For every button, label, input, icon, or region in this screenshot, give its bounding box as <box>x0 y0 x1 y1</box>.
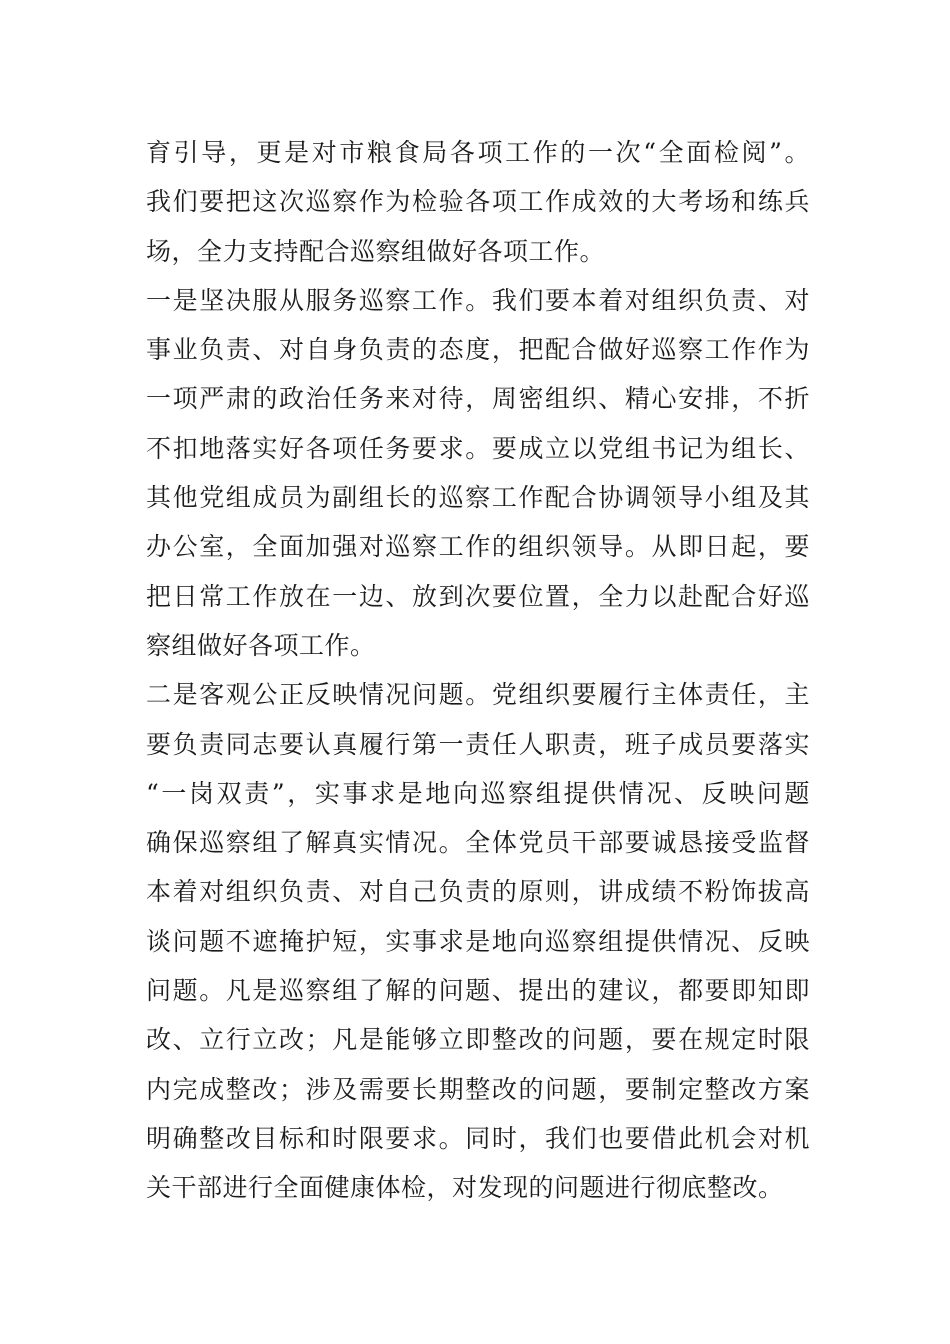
text-line: 确保巡察组了解真实情况。全体党员干部要诚恳接受监督 <box>146 828 810 858</box>
text-line: 事业负责、对自身负责的态度，把配合做好巡察工作作为 <box>146 335 810 365</box>
document-body <box>146 128 810 1213</box>
text-line: 不扣地落实好各项任务要求。要成立以党组书记为组长、 <box>146 433 810 463</box>
text-line: 场，全力支持配合巡察组做好各项工作。 <box>146 236 606 266</box>
text-line: “一岗双责”，实事求是地向巡察组提供情况、反映问题 <box>146 778 810 808</box>
text-line: 改、立行立改；凡是能够立即整改的问题，要在规定时限 <box>146 1025 810 1055</box>
text-line: 察组做好各项工作。 <box>146 630 376 660</box>
text-line: 把日常工作放在一边、放到次要位置，全力以赴配合好巡 <box>146 581 810 611</box>
text-line: 其他党组成员为副组长的巡察工作配合协调领导小组及其 <box>146 483 810 513</box>
text-line: 关干部进行全面健康体检，对发现的问题进行彻底整改。 <box>146 1173 784 1203</box>
text-line: 一是坚决服从服务巡察工作。我们要本着对组织负责、对 <box>146 285 810 315</box>
text-line: 二是客观公正反映情况问题。党组织要履行主体责任，主 <box>146 680 810 710</box>
text-line: 内完成整改；涉及需要长期整改的问题，要制定整改方案 <box>146 1074 810 1104</box>
text-line: 谈问题不遮掩护短，实事求是地向巡察组提供情况、反映 <box>146 926 810 956</box>
text-line: 问题。凡是巡察组了解的问题、提出的建议，都要即知即 <box>146 976 810 1006</box>
text-line: 要负责同志要认真履行第一责任人职责，班子成员要落实 <box>146 729 810 759</box>
text-line: 本着对组织负责、对自己负责的原则，讲成绩不粉饰拔高 <box>146 877 810 907</box>
text-line: 一项严肃的政治任务来对待，周密组织、精心安排，不折 <box>146 384 810 414</box>
text-line: 育引导，更是对市粮食局各项工作的一次“全面检阅”。 <box>146 138 810 167</box>
text-line: 明确整改目标和时限要求。同时，我们也要借此机会对机 <box>146 1123 810 1153</box>
text-line: 办公室，全面加强对巡察工作的组织领导。从即日起，要 <box>146 532 810 562</box>
text-line: 我们要把这次巡察作为检验各项工作成效的大考场和练兵 <box>146 187 810 217</box>
